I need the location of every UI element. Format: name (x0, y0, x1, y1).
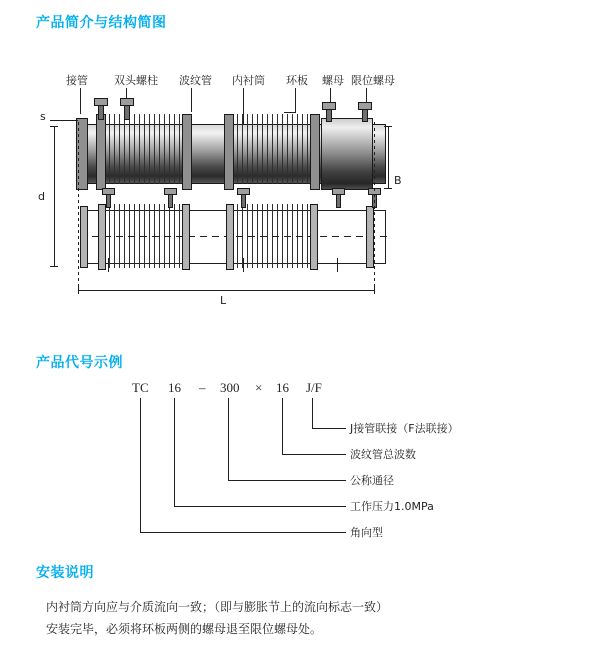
extension-left (78, 122, 79, 290)
code-token-16a: 16 (168, 380, 181, 395)
label-liner: 内衬筒 (232, 74, 265, 87)
legend-pressure: 工作压力1.0MPa (350, 500, 434, 513)
code-token-16b: 16 (276, 380, 289, 395)
ring-plate-left (96, 114, 106, 190)
structure-diagram (36, 62, 564, 332)
section-title-install: 安装说明 (36, 565, 94, 581)
code-hline-jf (312, 428, 346, 429)
install-line-2: 安装完毕，必须将环板两侧的螺母退至限位螺母处。 (46, 622, 323, 636)
bellows-segment-upper-left (104, 114, 182, 184)
code-token-tc: TC (132, 380, 149, 395)
install-instructions (46, 596, 566, 640)
dim-label-B: B (394, 174, 402, 187)
section-ring-plate-right (310, 204, 318, 270)
legend-nominal-dia: 公称通径 (350, 474, 394, 487)
section-title-intro: 产品简介与结构简图 (36, 15, 167, 31)
ring-plate-mid-left (182, 114, 192, 190)
dim-tick-B-top (384, 126, 392, 127)
code-hline-tc (140, 532, 346, 533)
code-token-jf: J/F (306, 380, 322, 395)
code-line-300 (228, 398, 229, 480)
code-token-times: × (255, 380, 263, 395)
legend-wave-count: 波纹管总波数 (350, 448, 416, 461)
label-double-head-stud: 双头螺柱 (114, 74, 158, 87)
dim-label-d: d (38, 190, 45, 203)
nut-lower-1 (102, 188, 115, 195)
section-title-code: 产品代号示例 (36, 355, 123, 371)
label-nut: 螺母 (322, 74, 344, 87)
label-ring-plate: 环板 (286, 74, 308, 87)
code-hline-16b (282, 454, 346, 455)
extension-right (374, 122, 375, 290)
label-connector: 接管 (66, 74, 88, 87)
section-end-plate-right (366, 206, 374, 268)
label-bellows: 波纹管 (179, 74, 212, 87)
dim-label-L: L (220, 294, 227, 307)
leader-ring-plate (295, 88, 296, 112)
dim-line-d (54, 126, 55, 266)
code-line-16b (282, 398, 283, 454)
nut-upper-4 (358, 102, 372, 110)
tie-rod-left (108, 258, 109, 272)
label-limit-nut: 限位螺母 (351, 74, 395, 87)
tie-rod-right (337, 258, 338, 272)
code-hline-16a (174, 506, 346, 507)
code-hline-300 (228, 480, 346, 481)
center-line (80, 236, 392, 237)
section-ring-plate-mid-left (182, 204, 190, 270)
ring-plate-mid-right (224, 114, 234, 190)
leader-connector (80, 88, 81, 114)
nut-lower-3 (237, 188, 250, 195)
legend-connection: J接管联接（F法联接） (350, 422, 459, 435)
code-token-dash: – (199, 380, 206, 395)
section-end-plate-left (80, 206, 88, 268)
dim-line-L (78, 290, 374, 291)
expansion-joint-flange-right (321, 118, 373, 190)
nut-upper-2 (120, 98, 134, 106)
dim-line-B (388, 126, 389, 188)
section-ring-plate-mid-right (226, 204, 234, 270)
dim-tick-d-bottom (50, 266, 58, 267)
dim-line-s (50, 120, 78, 121)
install-line-1: 内衬筒方向应与介质流向一致；（即与膨胀节上的流向标志一致） (46, 600, 389, 614)
code-token-300: 300 (220, 380, 240, 395)
leader-ringplate-horizontal (284, 112, 296, 113)
leader-bellows (191, 88, 192, 112)
section-ring-plate-left (98, 204, 106, 270)
ring-plate-right (310, 114, 320, 190)
code-line-tc (140, 398, 141, 532)
product-code-diagram (36, 378, 564, 546)
code-line-jf (312, 398, 313, 428)
legend-type: 角向型 (350, 526, 383, 539)
dim-tick-d-top (50, 126, 58, 127)
nut-lower-2 (164, 188, 177, 195)
code-line-16a (174, 398, 175, 506)
dim-tick-B-bottom (384, 188, 392, 189)
nut-upper-1 (94, 98, 108, 106)
tie-rod-mid (243, 258, 244, 272)
nut-lower-4 (332, 188, 345, 195)
bellows-segment-upper-right (232, 114, 310, 184)
dim-label-s: s (40, 110, 46, 123)
nut-upper-3 (322, 102, 336, 110)
